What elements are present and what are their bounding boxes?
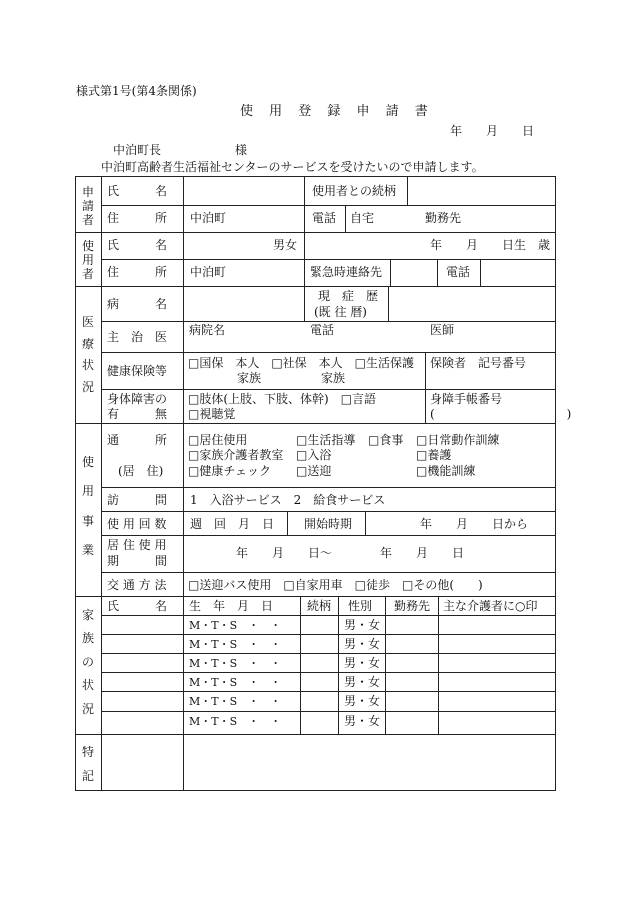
table-row-sex[interactable]: 男・女 bbox=[344, 694, 381, 708]
table-row-sex[interactable]: 男・女 bbox=[344, 618, 381, 632]
disability-options-line2[interactable]: □視聴覚 bbox=[188, 407, 236, 421]
start-date-field[interactable]: 年 月 日から bbox=[420, 517, 529, 531]
table-row-sex[interactable]: 男・女 bbox=[344, 714, 381, 728]
applicant-address-field[interactable]: 中泊町 bbox=[190, 211, 227, 225]
table-row-sex[interactable]: 男・女 bbox=[344, 675, 381, 689]
user-group-label: 使 用 者 bbox=[81, 239, 94, 281]
intro-text: 中泊町高齢者生活福祉センターのサービスを受けたいので申請します。 bbox=[101, 160, 484, 174]
insurer-number-label: 保険者 記号番号 bbox=[430, 356, 527, 370]
option-residence-use[interactable]: □居住使用 bbox=[188, 433, 248, 447]
disability-options-line1[interactable]: □肢体(上肢、下肢、体幹) □言語 bbox=[188, 392, 377, 406]
form-number: 様式第1号(第4条関係) bbox=[76, 84, 197, 98]
transport-label: 交 通 方 法 bbox=[107, 578, 167, 592]
option-bathing[interactable]: □入浴 bbox=[296, 448, 332, 462]
residence-period-field[interactable]: 年 月 日～ 年 月 日 bbox=[236, 546, 465, 560]
option-life-guidance[interactable]: □生活指導 bbox=[296, 433, 356, 447]
applicant-group-label: 申 請 者 bbox=[81, 185, 94, 227]
option-nursing[interactable]: □養護 bbox=[416, 448, 452, 462]
history-label-line2: (既 往 暦) bbox=[314, 305, 367, 319]
physician-label: 医師 bbox=[430, 323, 455, 337]
user-address-label: 住 所 bbox=[107, 265, 168, 279]
family-header-birth: 生 年 月 日 bbox=[189, 599, 274, 613]
family-header-sex: 性別 bbox=[348, 599, 373, 613]
date-line: 年 月 日 bbox=[450, 124, 535, 138]
user-address-field[interactable]: 中泊町 bbox=[190, 265, 227, 279]
residence-label: (居 住) bbox=[118, 464, 164, 478]
user-name-label: 氏 名 bbox=[107, 238, 168, 252]
user-gender[interactable]: 男女 bbox=[273, 238, 298, 252]
relation-field[interactable] bbox=[409, 178, 554, 204]
service-group-label: 使 用 事 業 bbox=[81, 455, 94, 558]
table-row[interactable]: M・T・S ・ ・ bbox=[189, 676, 282, 689]
family-header-name: 氏 名 bbox=[107, 599, 168, 613]
usage-count-label: 使 用 回 数 bbox=[107, 517, 167, 531]
family-group-label: 家 族 の 状 況 bbox=[81, 608, 94, 716]
commute-label: 通 所 bbox=[107, 433, 168, 447]
disease-label: 病 名 bbox=[107, 297, 168, 311]
table-row[interactable]: M・T・S ・ ・ bbox=[189, 657, 282, 670]
transport-options[interactable]: □送迎バス使用 □自家用車 □徒歩 □その他( ) bbox=[188, 578, 483, 592]
visit-label: 訪 問 bbox=[107, 493, 168, 507]
addressee-honorific: 様 bbox=[235, 143, 248, 157]
applicant-work-label: 勤務先 bbox=[425, 211, 462, 225]
option-daily-training[interactable]: □日常動作訓練 bbox=[416, 433, 500, 447]
table-row[interactable]: M・T・S ・ ・ bbox=[189, 695, 282, 708]
option-meal[interactable]: □食事 bbox=[368, 433, 404, 447]
handbook-number-label: 身障手帳番号 bbox=[430, 392, 503, 406]
table-row-sex[interactable]: 男・女 bbox=[344, 637, 381, 651]
usage-count-field[interactable]: 週 回 月 日 bbox=[190, 517, 275, 531]
history-label-line1: 現 症 歴 bbox=[318, 289, 379, 303]
applicant-address-label: 住 所 bbox=[107, 211, 168, 225]
table-row-sex[interactable]: 男・女 bbox=[344, 656, 381, 670]
table-row[interactable]: M・T・S ・ ・ bbox=[189, 619, 282, 632]
emergency-contact-label: 緊急時連絡先 bbox=[310, 265, 383, 279]
visit-options[interactable]: 1 入浴サービス 2 給食サービス bbox=[190, 493, 386, 507]
residence-period-label-line2: 期 間 bbox=[107, 554, 168, 568]
table-row[interactable]: M・T・S ・ ・ bbox=[189, 715, 282, 728]
applicant-name-field[interactable] bbox=[185, 178, 303, 204]
family-header-work: 勤務先 bbox=[394, 599, 431, 613]
family-header-caregiver: 主な介護者に○印 bbox=[443, 599, 538, 613]
user-birthdate[interactable]: 年 月 日生 歳 bbox=[430, 238, 551, 252]
disability-label-line1: 身体障害の bbox=[107, 392, 168, 406]
remarks-field[interactable] bbox=[185, 736, 554, 789]
option-pickup[interactable]: □送迎 bbox=[296, 464, 332, 478]
residence-period-label-line1: 居 住 使 用 bbox=[107, 538, 167, 552]
relation-label: 使用者との続柄 bbox=[312, 184, 397, 198]
option-family-class[interactable]: □家族介護者教室 bbox=[188, 448, 284, 462]
applicant-home-label: 自宅 bbox=[350, 211, 375, 225]
hospital-label: 病院名 bbox=[189, 323, 226, 337]
insurance-options-line1[interactable]: □国保 本人 □社保 本人 □生活保護 bbox=[188, 356, 415, 370]
addressee: 中泊町長 bbox=[113, 143, 162, 157]
table-row[interactable]: M・T・S ・ ・ bbox=[189, 638, 282, 651]
insurance-options-line2: 家族 家族 bbox=[237, 371, 346, 385]
start-date-label: 開始時期 bbox=[304, 517, 353, 531]
applicant-name-label: 氏 名 bbox=[107, 184, 168, 198]
remarks-group-label: 特 記 bbox=[81, 745, 94, 783]
doctor-label: 主 治 医 bbox=[107, 330, 168, 344]
option-function-training[interactable]: □機能訓練 bbox=[416, 464, 476, 478]
disability-label-line2: 有 無 bbox=[107, 407, 168, 421]
medical-group-label: 医 療 状 況 bbox=[81, 315, 94, 394]
insurance-label: 健康保険等 bbox=[107, 364, 168, 378]
emergency-phone-label: 電話 bbox=[446, 265, 471, 279]
form-title: 使 用 登 録 申 請 書 bbox=[240, 104, 434, 119]
doctor-phone-label: 電話 bbox=[310, 323, 335, 337]
option-health-check[interactable]: □健康チェック bbox=[188, 464, 271, 478]
applicant-phone-label: 電話 bbox=[312, 211, 337, 225]
handbook-number-field[interactable]: ( ) bbox=[430, 407, 572, 421]
family-header-relation: 続柄 bbox=[307, 599, 332, 613]
